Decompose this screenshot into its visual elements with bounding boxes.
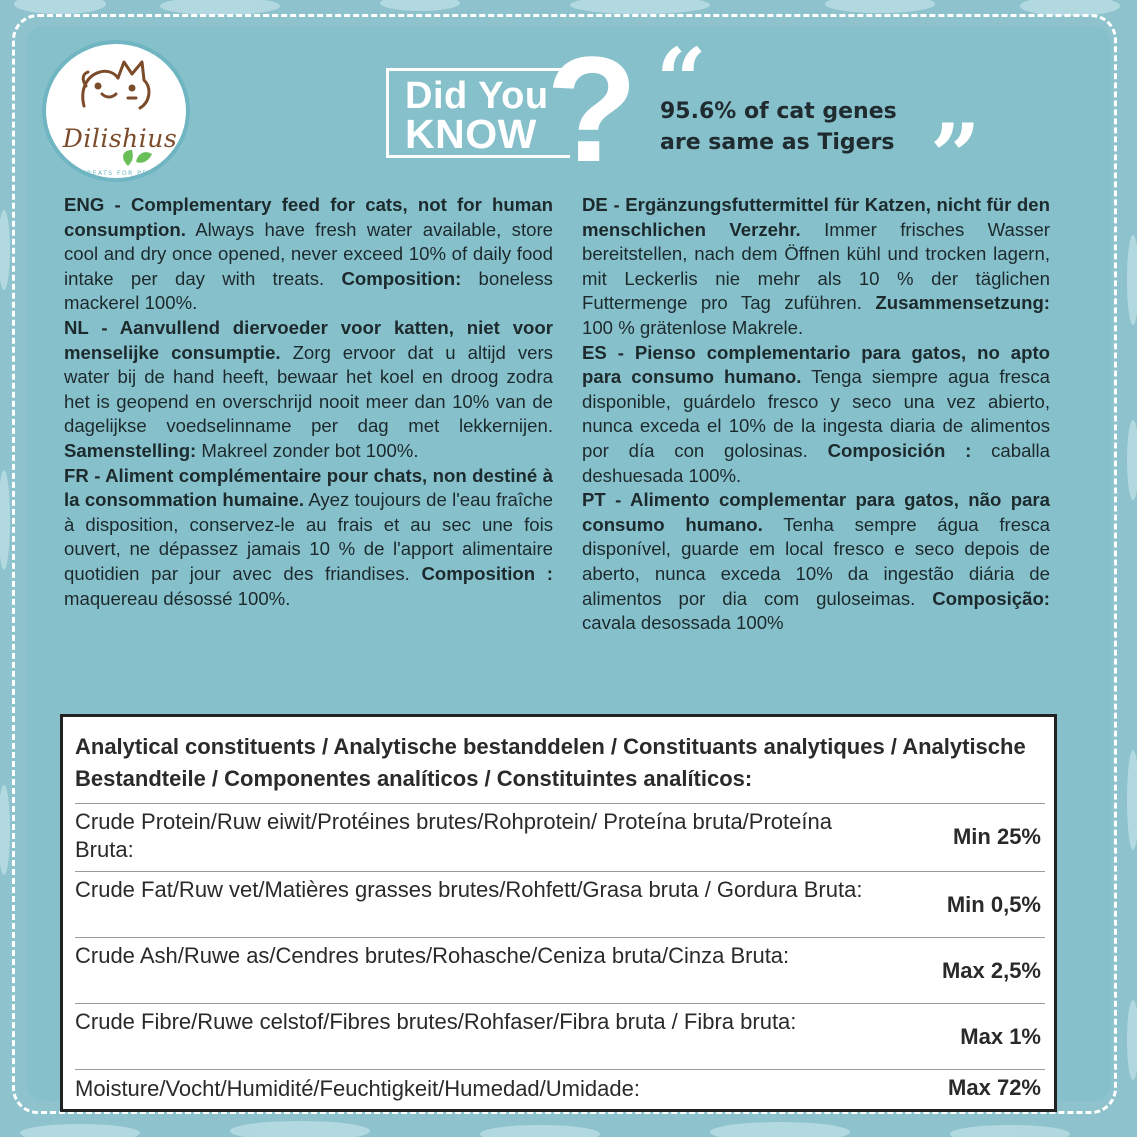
- es-composition: caballa deshuesada 100%.: [582, 439, 1051, 486]
- nl-composition-label: Samenstelling:: [64, 439, 197, 461]
- pt-composition: cavala desossada 100%: [582, 612, 784, 634]
- question-mark-icon: ?: [546, 25, 638, 193]
- table-row: [75, 1069, 1045, 1107]
- right-text-column: [582, 193, 1050, 636]
- row-label: Crude Fibre/Ruwe celstof/Fibres brutes/Rohfaser/Fibra bruta / Fibra bruta:: [75, 1009, 797, 1034]
- fact-line-1: 95.6% of cat genes: [660, 99, 897, 124]
- de-heading: DE - Ergänzungsfuttermittel für Katzen, nicht für den menschlichen Verzehr.: [582, 194, 1050, 240]
- es-heading: ES - Pienso complementario para gatos, no apto para consumo humano.: [582, 341, 1050, 388]
- row-label: Moisture/Vocht/Humidité/Feuchtigkeit/Humedad/Umidade:: [75, 1076, 640, 1101]
- brand-tagline: TREATS FOR PETS: [81, 170, 159, 177]
- fun-fact: [660, 96, 950, 158]
- nl-composition: Makreel zonder bot 100%.: [196, 439, 419, 461]
- es-body: Tenga siempre agua fresca disponible, guárdelo fresco y seco una vez abierto, nunca exceda el 10% de la ingesta diaria de alimentos por día con golosinas.: [582, 366, 1050, 461]
- dog-cat-icon: [46, 44, 186, 178]
- know-text: KNOW: [405, 111, 537, 157]
- table-row: [75, 1003, 1045, 1069]
- table-row: [75, 871, 1045, 937]
- pt-composition-label: Composição:: [932, 587, 1050, 609]
- table-row: [75, 803, 1045, 871]
- row-value: Max 1%: [960, 1024, 1041, 1049]
- fact-line-2: are same as Tigers: [660, 130, 895, 155]
- fr-body: Ayez toujours de l'eau fraîche à disposition, conservez-le au frais et au sec une fois ouvert, ne dépassez jamais 10 % de l'apport alimentaire quotidien par jour avec des friandises.: [64, 489, 553, 584]
- nl-body: Zorg ervoor dat u altijd vers water bij de hand heeft, bewaar het koel en droog zodra het is geopend en overschrijd nooit meer dan 10% van de dagelijkse voedselinname per dag met lekkernijen.: [64, 341, 553, 437]
- es-paragraph: [582, 341, 1050, 489]
- row-label: Crude Fat/Ruw vet/Matières grasses brutes/Rohfett/Grasa bruta / Gordura Bruta:: [75, 877, 863, 902]
- row-value: Min 0,5%: [946, 892, 1041, 917]
- nl-heading: NL - Aanvullend diervoeder voor katten, niet voor menselijke consumptie.: [64, 316, 553, 363]
- fr-composition: maquereau désossé 100%.: [64, 587, 291, 609]
- fr-paragraph: [64, 464, 553, 612]
- fr-heading: FR - Aliment complémentaire pour chats, non destiné à la consommation humaine.: [64, 464, 553, 511]
- brand-name: Dilishius: [62, 124, 178, 153]
- de-composition-label: Zusammensetzung:: [875, 292, 1050, 314]
- row-label: Crude Protein/Ruw eiwit/Protéines brutes/Rohprotein/ Proteína bruta/Proteína Bruta:: [75, 809, 832, 862]
- open-quote-icon: “: [656, 28, 707, 132]
- row-value: Max 2,5%: [941, 958, 1041, 983]
- pt-paragraph: [582, 488, 1050, 636]
- analytical-constituents-table: [60, 714, 1057, 1112]
- de-composition: 100 % grätenlose Makrele.: [582, 316, 804, 338]
- left-text-column: [64, 193, 553, 611]
- eng-heading: ENG - Complementary feed for cats, not for human consumption.: [64, 194, 553, 240]
- pt-heading: PT - Alimento complementar para gatos, não para consumo humano.: [582, 489, 1050, 535]
- nl-paragraph: [64, 316, 553, 464]
- did-you-know-box: [386, 68, 570, 158]
- es-composition-label: Composición :: [827, 439, 972, 461]
- fr-composition-label: Composition :: [421, 562, 553, 584]
- did-you-text: Did You: [405, 75, 549, 117]
- row-label: Crude Ash/Ruwe as/Cendres brutes/Rohasche/Ceniza bruta/Cinza Bruta:: [75, 943, 790, 968]
- eng-paragraph: [64, 193, 553, 316]
- table-row: [75, 937, 1045, 1003]
- row-value: Min 25%: [952, 824, 1041, 849]
- de-body: Immer frisches Wasser bereitstellen, nach dem Öffnen kühl und trocken lagern, mit Leckerlis nie mehr als 10 % der täglichen Futtermenge pro Tag zuführen.: [582, 218, 1050, 314]
- de-paragraph: [582, 193, 1050, 341]
- row-value: Max 72%: [948, 1075, 1041, 1100]
- pt-body: Tenha sempre água fresca disponível, guarde em local fresco e seco depois de aberto, nunca exceda 10% da ingestão diária de alimentos por dia com guloseimas.: [582, 513, 1050, 609]
- brand-logo: [42, 40, 190, 182]
- eng-composition: boneless mackerel 100%.: [64, 267, 553, 314]
- close-quote-icon: ”: [930, 104, 981, 208]
- eng-body: Always have fresh water available, store cool and dry once opened, never exceed 10% of daily food intake per day with treats.: [64, 218, 553, 289]
- table-heading: Analytical constituents / Analytische bestanddelen / Constituants analytiques / Analytische Bestandteile / Componentes analíticos / Constituintes analíticos:: [75, 734, 1026, 791]
- eng-composition-label: Composition:: [341, 267, 462, 289]
